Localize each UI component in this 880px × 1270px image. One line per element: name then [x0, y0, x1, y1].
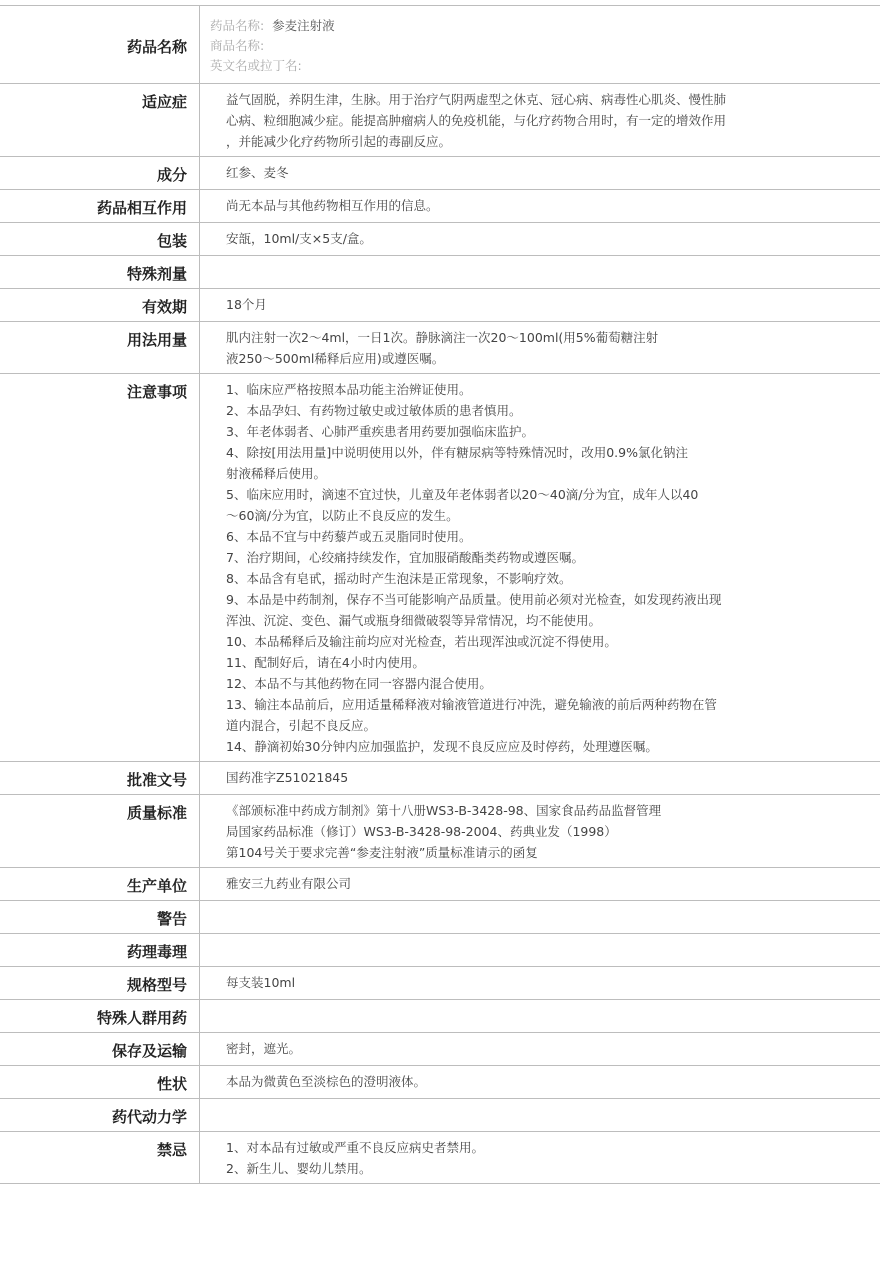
row-label: 药理毒理 [0, 934, 200, 966]
value-line: 3、年老体弱者、心肺严重疾患者用药要加强临床监护。 [226, 424, 534, 439]
value-line: 肌内注射一次2～4ml，一日1次。静脉滴注一次20～100ml(用5%葡萄糖注射 [226, 330, 659, 345]
row-value [200, 967, 880, 999]
row-value [200, 762, 880, 794]
value-line: 雅安三九药业有限公司 [226, 876, 352, 891]
row-value [200, 374, 880, 761]
row-label: 有效期 [0, 289, 200, 321]
row-value [200, 795, 880, 867]
value-line: 射液稀释后使用。 [226, 466, 327, 481]
row-value [200, 190, 880, 222]
row-contra [0, 1132, 880, 1184]
row-pharmacology [0, 934, 880, 967]
value-line: 红参、麦冬 [226, 165, 289, 180]
row-label: 批准文号 [0, 762, 200, 794]
row-usage [0, 322, 880, 374]
row-value [200, 1099, 880, 1131]
generic-name-value: 参麦注射液 [272, 18, 335, 33]
value-line: 4、除按[用法用量]中说明使用以外，伴有糖尿病等特殊情况时，改用0.9%氯化钠注 [226, 445, 688, 460]
row-label: 禁忌 [0, 1132, 200, 1183]
row-value [200, 84, 880, 156]
row-label: 质量标准 [0, 795, 200, 867]
value-line: 12、本品不与其他药物在同一容器内混合使用。 [226, 676, 492, 691]
value-line: 浑浊、沉淀、变色、漏气或瓶身细微破裂等异常情况，均不能使用。 [226, 613, 602, 628]
row-indication [0, 84, 880, 157]
value-line: 液250～500ml稀释后应用)或遵医嘱。 [226, 351, 445, 366]
row-label: 用法用量 [0, 322, 200, 373]
row-label: 包装 [0, 223, 200, 255]
row-value [200, 256, 880, 288]
value-line: 每支装10ml [226, 975, 296, 990]
row-label: 规格型号 [0, 967, 200, 999]
row-label: 特殊人群用药 [0, 1000, 200, 1032]
row-label: 药代动力学 [0, 1099, 200, 1131]
row-label: 药品相互作用 [0, 190, 200, 222]
row-appearance [0, 1066, 880, 1099]
value-line: 18个月 [226, 297, 267, 312]
row-value [200, 223, 880, 255]
value-line: 11、配制好后，请在4小时内使用。 [226, 655, 425, 670]
generic-name-label: 药品名称: [210, 18, 265, 33]
row-value [200, 934, 880, 966]
value-line: 尚无本品与其他药物相互作用的信息。 [226, 198, 439, 213]
english-name-label: 英文名或拉丁名: [210, 58, 302, 73]
row-value [200, 868, 880, 900]
row-value [200, 1000, 880, 1032]
value-line: 8、本品含有皂甙，摇动时产生泡沫是正常现象，不影响疗效。 [226, 571, 572, 586]
value-line: 7、治疗期间，心绞痛持续发作，宜加服硝酸酯类药物或遵医嘱。 [226, 550, 584, 565]
row-value [200, 1033, 880, 1065]
row-label: 性状 [0, 1066, 200, 1098]
row-name [0, 6, 880, 84]
row-value [200, 289, 880, 321]
row-value [200, 901, 880, 933]
row-label: 药品名称 [0, 6, 200, 83]
value-line: 国药准字Z51021845 [226, 770, 349, 785]
row-maker [0, 868, 880, 901]
value-line: 10、本品稀释后及输注前均应对光检查，若出现浑浊或沉淀不得使用。 [226, 634, 617, 649]
row-label: 保存及运输 [0, 1033, 200, 1065]
row-warning [0, 901, 880, 934]
row-pk [0, 1099, 880, 1132]
value-line: ～60滴/分为宜，以防止不良反应的发生。 [226, 508, 459, 523]
value-line: 安瓿，10ml/支×5支/盒。 [226, 231, 372, 246]
value-line: 本品为微黄色至淡棕色的澄明液体。 [226, 1074, 427, 1089]
row-special_dose [0, 256, 880, 289]
row-label: 生产单位 [0, 868, 200, 900]
row-spec [0, 967, 880, 1000]
row-label: 警告 [0, 901, 200, 933]
value-line: 2、本品孕妇、有药物过敏史或过敏体质的患者慎用。 [226, 403, 522, 418]
value-line: 密封，遮光。 [226, 1041, 302, 1056]
value-line: 第104号关于要求完善“参麦注射液”质量标准请示的函复 [226, 845, 538, 860]
row-label: 特殊剂量 [0, 256, 200, 288]
value-line: 道内混合，引起不良反应。 [226, 718, 377, 733]
row-label: 注意事项 [0, 374, 200, 761]
row-ingredients [0, 157, 880, 190]
value-line: 1、对本品有过敏或严重不良反应病史者禁用。 [226, 1140, 484, 1155]
value-line: 局国家药品标准（修订）WS3-B-3428-98-2004、药典业发（1998） [226, 824, 617, 839]
value-line: 益气固脱，养阴生津，生脉。用于治疗气阴两虚型之休克、冠心病、病毒性心肌炎、慢性肺 [226, 92, 727, 107]
value-line: 9、本品是中药制剂，保存不当可能影响产品质量。使用前必须对光检查，如发现药液出现 [226, 592, 722, 607]
value-line: 2、新生儿、婴幼儿禁用。 [226, 1161, 372, 1176]
name-values [200, 6, 880, 83]
row-notes [0, 374, 880, 762]
value-line: ，并能减少化疗药物所引起的毒副反应。 [226, 134, 452, 149]
value-line: 6、本品不宜与中药藜芦或五灵脂同时使用。 [226, 529, 472, 544]
row-value [200, 1066, 880, 1098]
value-line: 1、临床应严格按照本品功能主治辨证使用。 [226, 382, 472, 397]
row-storage [0, 1033, 880, 1066]
row-quality [0, 795, 880, 868]
row-value [200, 322, 880, 373]
trade-name-label: 商品名称: [210, 38, 265, 53]
row-label: 成分 [0, 157, 200, 189]
row-package [0, 223, 880, 256]
value-line: 心病、粒细胞减少症。能提高肿瘤病人的免疫机能，与化疗药物合用时，有一定的增效作用 [226, 113, 727, 128]
row-value [200, 157, 880, 189]
row-interaction [0, 190, 880, 223]
value-line: 14、静滴初始30分钟内应加强监护，发现不良反应应及时停药，处理遵医嘱。 [226, 739, 658, 754]
row-value [200, 1132, 880, 1183]
row-label: 适应症 [0, 84, 200, 156]
drug-info-table [0, 5, 880, 1184]
row-validity [0, 289, 880, 322]
row-approval [0, 762, 880, 795]
value-line: 13、输注本品前后，应用适量稀释液对输液管道进行冲洗，避免输液的前后两种药物在管 [226, 697, 717, 712]
value-line: 5、临床应用时，滴速不宜过快，儿童及年老体弱者以20～40滴/分为宜，成年人以40 [226, 487, 699, 502]
row-special_pop [0, 1000, 880, 1033]
value-line: 《部颁标准中药成方制剂》第十八册WS3-B-3428-98、国家食品药品监督管理 [226, 803, 662, 818]
